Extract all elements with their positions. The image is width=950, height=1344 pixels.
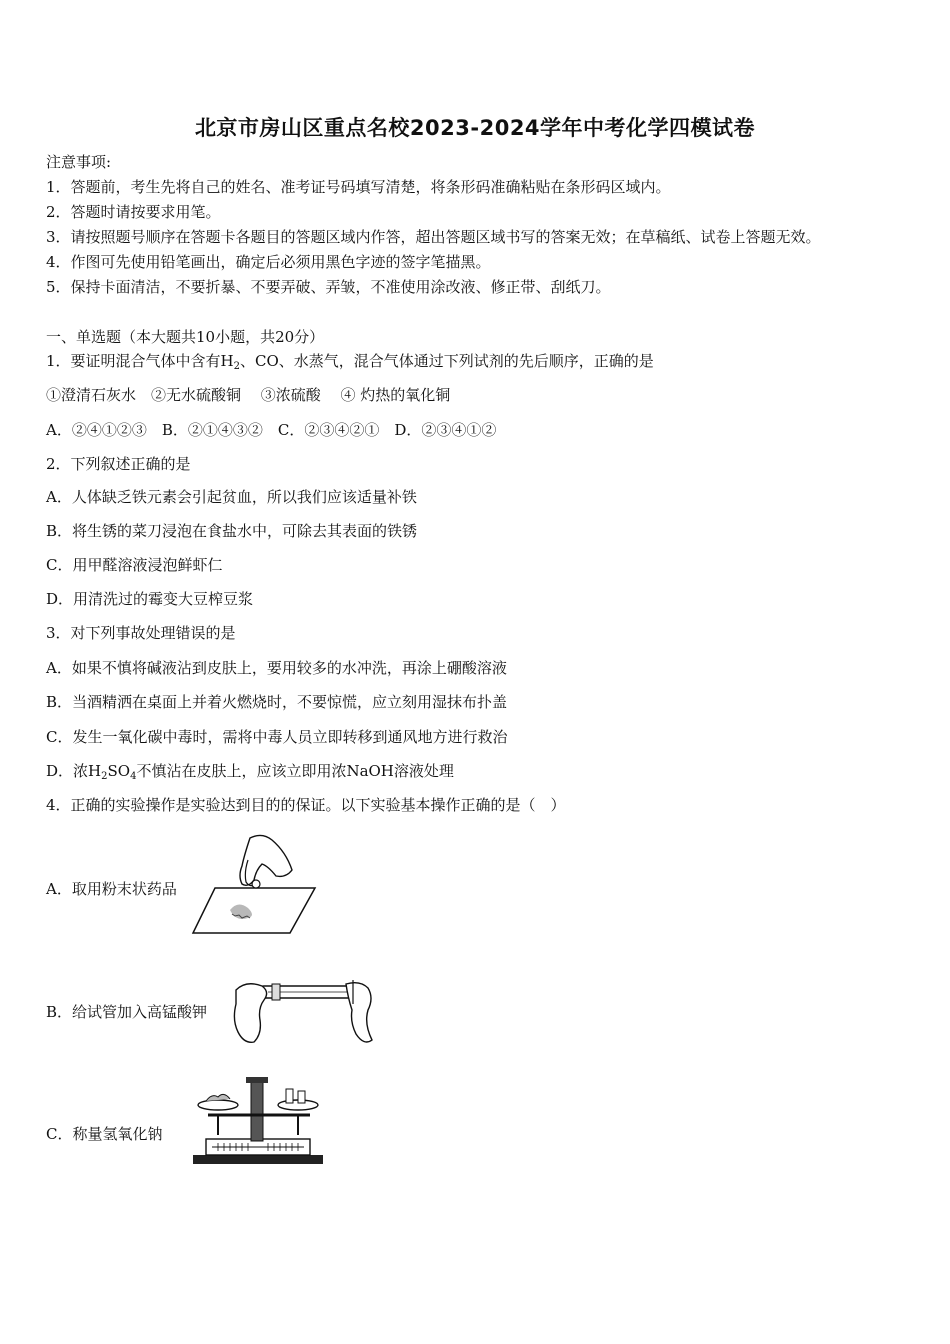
question-3-option-d: D．浓$H_2SO_4$不慎沾在皮肤上，应该立即用浓NaOH溶液处理 <box>46 762 454 782</box>
question-2-option-c: C．用甲醛溶液浸泡鲜虾仁 <box>46 556 223 574</box>
question-1-reagents: ①澄清石灰水 ②无水硫酸铜 ③浓硫酸 ④ 灼热的氧化铜 <box>46 386 451 404</box>
question-2-option-a: A．人体缺乏铁元素会引起贫血，所以我们应该适量补铁 <box>46 488 417 506</box>
question-4-stem: 4．正确的实验操作是实验达到目的的保证。以下实验基本操作正确的是（ ） <box>46 796 566 814</box>
balance-figure <box>188 1075 330 1167</box>
question-3-option-a: A．如果不慎将碱液沾到皮肤上，要用较多的水冲洗，再涂上硼酸溶液 <box>46 659 507 677</box>
notice-item-2: 2．答题时请按要求用笔。 <box>46 203 221 221</box>
page-title: 北京市房山区重点名校2023-2024学年中考化学四模试卷 <box>194 116 756 140</box>
question-1-stem: 1．要证明混合气体中含有$H_2$、CO、水蒸气，混合气体通过下列试剂的先后顺序，正确的是 <box>46 352 654 372</box>
question-4-option-a: A．取用粉末状药品 <box>46 880 177 898</box>
question-3-option-c: C．发生一氧化碳中毒时，需将中毒人员立即转移到通风地方进行救治 <box>46 728 508 746</box>
question-4-option-c: C．称量氢氧化钠 <box>46 1125 163 1143</box>
question-2-stem: 2．下列叙述正确的是 <box>46 455 191 473</box>
powder-sampling-figure <box>190 828 320 938</box>
question-3-option-b: B．当酒精洒在桌面上并着火燃烧时，不要惊慌，应立刻用湿抹布扑盖 <box>46 693 508 711</box>
notice-item-4: 4．作图可先使用铅笔画出，确定后必须用黑色字迹的签字笔描黑。 <box>46 253 491 271</box>
section-heading: 一、单选题（本大题共10小题，共20分） <box>46 328 325 346</box>
question-1-options: A．②④①②③ B．②①④③② C．②③④②① D．②③④①② <box>46 421 497 439</box>
question-2-option-d: D．用清洗过的霉变大豆榨豆浆 <box>46 590 254 608</box>
test-tube-figure <box>228 972 378 1047</box>
question-3-stem: 3．对下列事故处理错误的是 <box>46 624 236 642</box>
question-2-option-b: B．将生锈的菜刀浸泡在食盐水中，可除去其表面的铁锈 <box>46 522 418 540</box>
question-4-option-b: B．给试管加入高锰酸钾 <box>46 1003 208 1021</box>
notice-item-3: 3．请按照题号顺序在答题卡各题目的答题区域内作答，超出答题区域书写的答案无效；在草稿纸、试卷上答题无效。 <box>46 228 821 246</box>
notice-heading: 注意事项: <box>46 153 112 171</box>
notice-item-1: 1．答题前，考生先将自己的姓名、准考证号码填写清楚，将条形码准确粘贴在条形码区域内。 <box>46 178 671 196</box>
notice-item-5: 5．保持卡面清洁，不要折暴、不要弄破、弄皱，不准使用涂改液、修正带、刮纸刀。 <box>46 278 611 296</box>
